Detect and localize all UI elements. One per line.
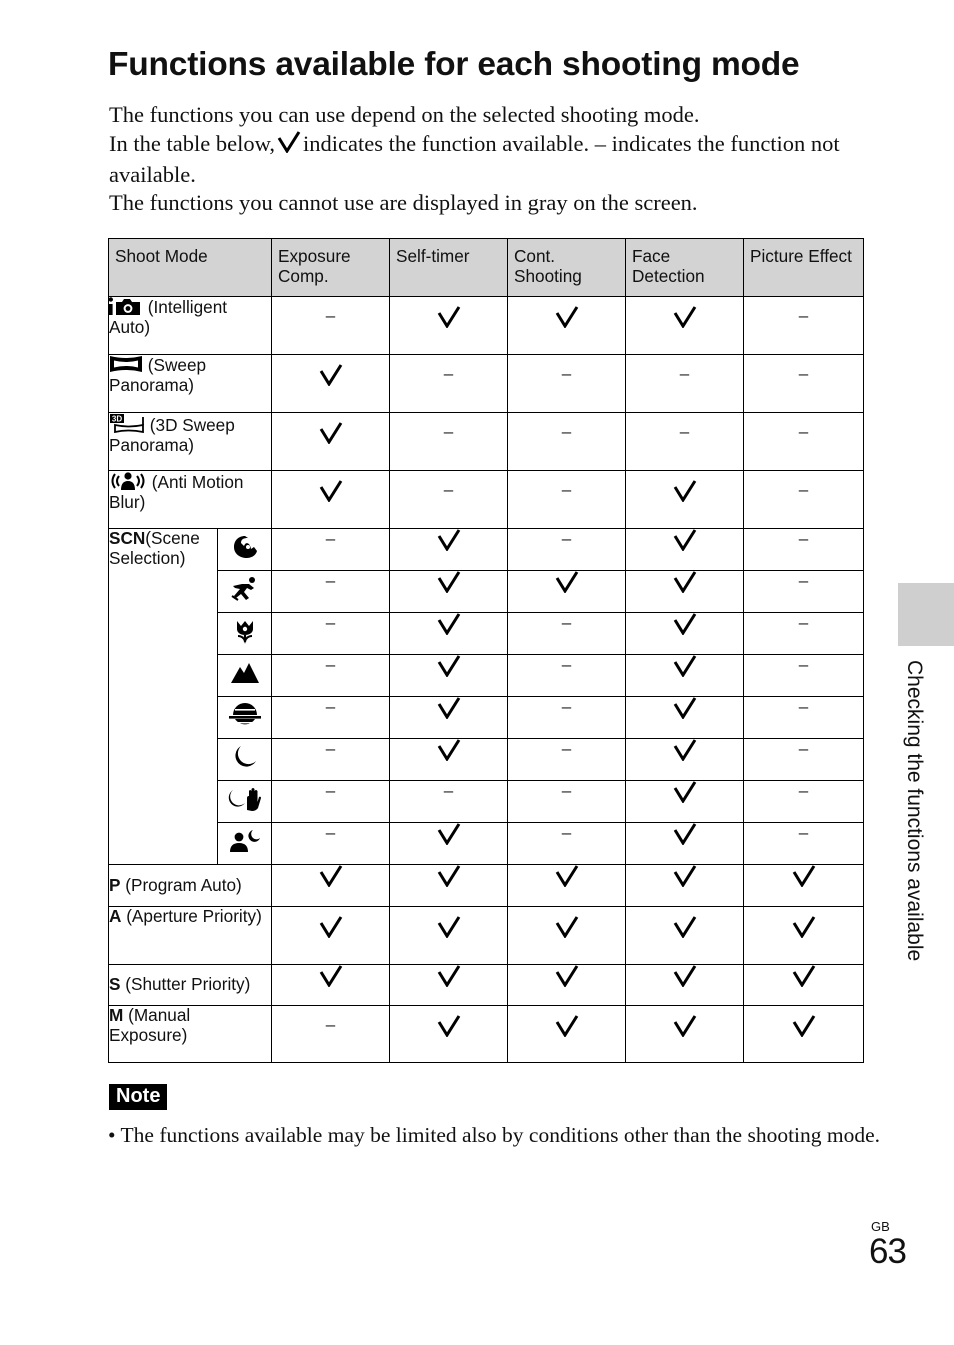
value-cell (626, 907, 744, 965)
value-cell (626, 739, 744, 781)
mode-anti-motion-blur: (Anti Motion Blur) (109, 471, 272, 529)
header-self-timer: Self-timer (390, 239, 508, 297)
dash-mark: – (325, 613, 336, 632)
value-cell (272, 739, 390, 781)
dash-mark: – (561, 422, 572, 441)
value-cell (508, 529, 626, 571)
table-header-row (109, 239, 864, 297)
scene-icon-cell (218, 697, 272, 739)
value-cell (744, 413, 864, 471)
scene-icon-cell (218, 823, 272, 865)
dash-mark: – (561, 655, 572, 674)
value-cell (272, 355, 390, 413)
checkmark-icon (437, 1015, 461, 1042)
intelligent-auto-icon (109, 297, 143, 317)
dash-mark: – (798, 739, 809, 758)
region-code: GB (871, 1219, 890, 1234)
value-cell (390, 355, 508, 413)
checkmark-icon (673, 739, 697, 766)
table-row (109, 571, 864, 613)
value-cell (390, 739, 508, 781)
header-shoot-mode: Shoot Mode (109, 239, 272, 297)
value-cell (744, 781, 864, 823)
value-cell (626, 1006, 744, 1063)
scene-icon-cell (218, 781, 272, 823)
header-face-detection: Face Detection (626, 239, 744, 297)
table-row (109, 781, 864, 823)
dash-mark: – (798, 613, 809, 632)
value-cell (626, 655, 744, 697)
checkmark-icon (555, 1015, 579, 1042)
value-cell (272, 697, 390, 739)
checkmark-icon (437, 965, 461, 992)
value-cell (626, 355, 744, 413)
value-cell (390, 413, 508, 471)
mode-scene-selection: SCN(Scene Selection) (109, 529, 218, 865)
value-cell (744, 355, 864, 413)
mode-manual-exposure: M (Manual Exposure) (109, 1006, 272, 1063)
checkmark-icon (319, 916, 343, 943)
landscape-icon (230, 669, 260, 689)
dash-mark: – (798, 529, 809, 548)
checkmark-icon (437, 865, 461, 892)
value-cell (744, 529, 864, 571)
side-tab (898, 583, 954, 646)
intro-line-3: The functions you cannot use are displayed in gray on the screen. (109, 190, 698, 216)
checkmark-icon (555, 571, 579, 598)
value-cell (390, 571, 508, 613)
dash-mark: – (325, 655, 336, 674)
dash-mark: – (325, 571, 336, 590)
dash-mark: – (325, 697, 336, 716)
checkmark-icon (673, 697, 697, 724)
table-row (109, 1006, 864, 1063)
checkmark-icon (319, 865, 343, 892)
value-cell (744, 1006, 864, 1063)
checkmark-icon (437, 655, 461, 682)
dash-mark: – (561, 697, 572, 716)
table-row (109, 413, 864, 471)
checkmark-icon (673, 823, 697, 850)
value-cell (744, 471, 864, 529)
value-cell (508, 297, 626, 355)
value-cell (508, 697, 626, 739)
dash-mark: – (443, 364, 454, 383)
checkmark-icon (673, 613, 697, 640)
checkmark-icon (437, 697, 461, 724)
value-cell (626, 781, 744, 823)
dash-mark: – (325, 823, 336, 842)
table-row (109, 907, 864, 965)
dash-mark: – (325, 739, 336, 758)
table-row (109, 355, 864, 413)
value-cell (390, 613, 508, 655)
dash-mark: – (325, 306, 336, 325)
side-tab-label: Checking the functions available (903, 660, 926, 962)
checkmark-icon (555, 306, 579, 333)
dash-mark: – (561, 823, 572, 842)
checkmark-icon (555, 965, 579, 992)
value-cell (272, 965, 390, 1006)
dash-mark: – (798, 306, 809, 325)
dash-mark: – (561, 781, 572, 800)
value-cell (272, 865, 390, 907)
night-scene-icon (232, 754, 258, 774)
dash-mark: – (561, 613, 572, 632)
dash-mark: – (798, 422, 809, 441)
checkmark-icon (437, 529, 461, 556)
value-cell (508, 739, 626, 781)
checkmark-icon (673, 965, 697, 992)
value-cell (744, 697, 864, 739)
value-cell (626, 613, 744, 655)
checkmark-icon (277, 131, 301, 161)
value-cell (390, 907, 508, 965)
value-cell (390, 529, 508, 571)
value-cell (744, 907, 864, 965)
checkmark-icon (319, 422, 343, 449)
value-cell (626, 865, 744, 907)
checkmark-icon (437, 739, 461, 766)
scene-icon-cell (218, 739, 272, 781)
value-cell (626, 529, 744, 571)
checkmark-icon (673, 865, 697, 892)
dash-mark: – (443, 781, 454, 800)
value-cell (626, 571, 744, 613)
value-cell (390, 1006, 508, 1063)
value-cell (390, 781, 508, 823)
mode-shutter-priority: S (Shutter Priority) (109, 965, 272, 1006)
intro-line-2: In the table below, indicates the function available. – indicates the function not available. (109, 130, 840, 187)
table-row (109, 739, 864, 781)
mode-intelligent-auto: (Intelligent Auto) (109, 297, 272, 355)
checkmark-icon (673, 1015, 697, 1042)
value-cell (272, 571, 390, 613)
dash-mark: – (798, 364, 809, 383)
table-row (109, 865, 864, 907)
scene-icon-cell (218, 613, 272, 655)
checkmark-icon (673, 655, 697, 682)
note-badge: Note (109, 1084, 167, 1110)
table-row (109, 655, 864, 697)
value-cell (272, 781, 390, 823)
checkmark-icon (673, 480, 697, 507)
value-cell (390, 471, 508, 529)
dash-mark: – (798, 571, 809, 590)
value-cell (390, 823, 508, 865)
value-cell (508, 781, 626, 823)
checkmark-icon (555, 916, 579, 943)
dash-mark: – (443, 422, 454, 441)
value-cell (272, 471, 390, 529)
checkmark-icon (673, 571, 697, 598)
3d-sweep-panorama-icon (109, 415, 145, 435)
value-cell (626, 697, 744, 739)
sports-action-icon (230, 586, 260, 606)
dash-mark: – (798, 823, 809, 842)
mode-aperture-priority: A (Aperture Priority) (109, 907, 272, 965)
checkmark-icon (792, 965, 816, 992)
dash-mark: – (325, 1015, 336, 1034)
dash-mark: – (561, 480, 572, 499)
portrait-icon (231, 544, 259, 564)
checkmark-icon (673, 306, 697, 333)
hand-held-twilight-icon (226, 796, 264, 816)
value-cell (390, 655, 508, 697)
table-row (109, 471, 864, 529)
checkmark-icon (319, 965, 343, 992)
value-cell (744, 823, 864, 865)
dash-mark: – (325, 781, 336, 800)
dash-mark: – (561, 529, 572, 548)
dash-mark: – (561, 364, 572, 383)
dash-mark: – (798, 781, 809, 800)
checkmark-icon (437, 823, 461, 850)
scene-icon-cell (218, 529, 272, 571)
value-cell (272, 823, 390, 865)
checkmark-icon (437, 571, 461, 598)
value-cell (744, 297, 864, 355)
value-cell (744, 865, 864, 907)
value-cell (626, 471, 744, 529)
anti-motion-blur-icon (109, 472, 147, 492)
sweep-panorama-icon (109, 355, 143, 375)
checkmark-icon (437, 306, 461, 333)
value-cell (508, 1006, 626, 1063)
mode-program-auto: P (Program Auto) (109, 865, 272, 907)
value-cell (272, 413, 390, 471)
header-exposure-comp: Exposure Comp. (272, 239, 390, 297)
checkmark-icon (673, 781, 697, 808)
value-cell (508, 865, 626, 907)
value-cell (508, 355, 626, 413)
dash-mark: – (679, 364, 690, 383)
value-cell (744, 613, 864, 655)
checkmark-icon (792, 1015, 816, 1042)
checkmark-icon (319, 480, 343, 507)
value-cell (508, 907, 626, 965)
scene-icon-cell (218, 571, 272, 613)
checkmark-icon (437, 916, 461, 943)
table-row (109, 965, 864, 1006)
value-cell (508, 471, 626, 529)
value-cell (272, 297, 390, 355)
value-cell (744, 965, 864, 1006)
dash-mark: – (798, 655, 809, 674)
value-cell (508, 413, 626, 471)
table-row (109, 529, 864, 571)
value-cell (744, 655, 864, 697)
value-cell (390, 865, 508, 907)
value-cell (272, 1006, 390, 1063)
intro-line-1: The functions you can use depend on the selected shooting mode. (109, 102, 700, 127)
table-row (109, 613, 864, 655)
dash-mark: – (325, 529, 336, 548)
value-cell (508, 965, 626, 1006)
value-cell (626, 823, 744, 865)
checkmark-icon (792, 865, 816, 892)
mode-sweep-panorama: (Sweep Panorama) (109, 355, 272, 413)
value-cell (272, 529, 390, 571)
page-number: 63 (869, 1232, 906, 1271)
checkmark-icon (673, 916, 697, 943)
macro-icon (233, 628, 257, 648)
checkmark-icon (673, 529, 697, 556)
value-cell (272, 655, 390, 697)
sunset-icon (228, 712, 262, 732)
checkmark-icon (555, 865, 579, 892)
value-cell (272, 907, 390, 965)
mode-3d-sweep-panorama: 3D (3D Sweep Panorama) (109, 413, 272, 471)
value-cell (390, 697, 508, 739)
table-row (109, 297, 864, 355)
value-cell (508, 823, 626, 865)
intro-text (109, 101, 869, 218)
value-cell (626, 413, 744, 471)
dash-mark: – (798, 480, 809, 499)
functions-table (108, 238, 864, 1063)
dash-mark: – (798, 697, 809, 716)
value-cell (508, 571, 626, 613)
value-cell (508, 655, 626, 697)
dash-mark: – (561, 739, 572, 758)
value-cell (272, 613, 390, 655)
scene-icon-cell (218, 655, 272, 697)
value-cell (390, 297, 508, 355)
checkmark-icon (319, 364, 343, 391)
page-title: Functions available for each shooting mode (108, 46, 800, 83)
value-cell (390, 965, 508, 1006)
dash-mark: – (443, 480, 454, 499)
table-row (109, 697, 864, 739)
checkmark-icon (437, 613, 461, 640)
svg-text:3D: 3D (111, 414, 123, 424)
dash-mark: – (679, 422, 690, 441)
value-cell (626, 965, 744, 1006)
checkmark-icon (792, 916, 816, 943)
header-cont-shooting: Cont. Shooting (508, 239, 626, 297)
value-cell (626, 297, 744, 355)
header-picture-effect: Picture Effect (744, 239, 864, 297)
table-row (109, 823, 864, 865)
value-cell (744, 571, 864, 613)
night-portrait-icon (229, 838, 261, 858)
value-cell (744, 739, 864, 781)
value-cell (508, 613, 626, 655)
note-text: • The functions available may be limited also by conditions other than the shooting mode. (108, 1123, 881, 1147)
